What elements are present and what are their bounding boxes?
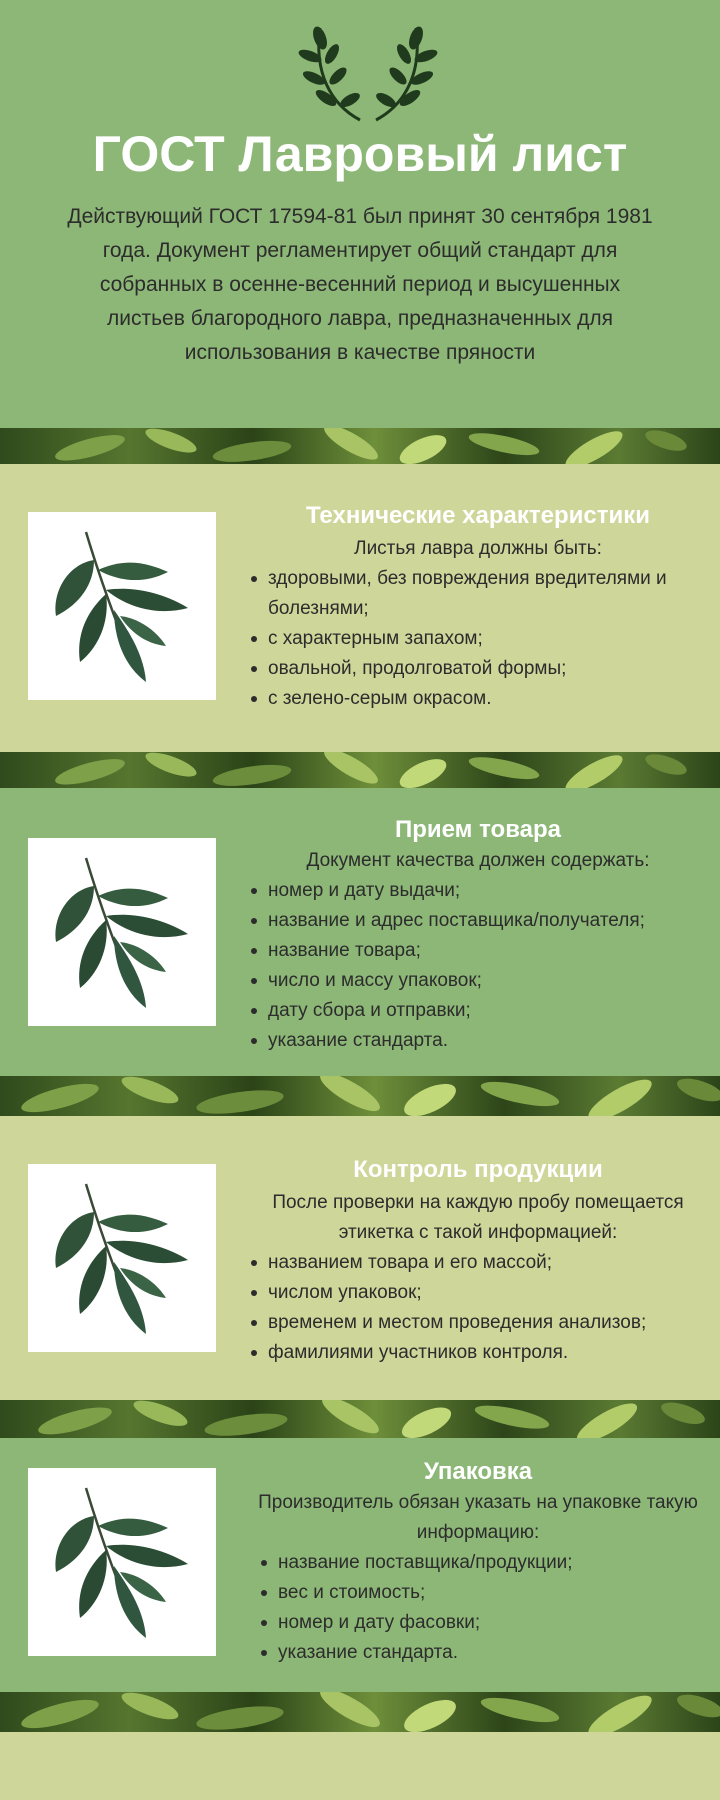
list-item: название товара; bbox=[268, 936, 708, 966]
bay-leaf-branch-icon bbox=[28, 512, 216, 700]
section-intro: После проверки на каждую пробу помещается этикетка с такой информацией: bbox=[272, 1192, 684, 1243]
section-title: Упаковка bbox=[423, 1458, 533, 1485]
list-item: названием товара и его массой; bbox=[268, 1248, 708, 1278]
list-item: с характерным запахом; bbox=[268, 624, 708, 654]
leaf-photo-divider bbox=[0, 1076, 720, 1116]
list-item: название и адрес поставщика/получателя; bbox=[268, 906, 708, 936]
section-title: Контроль продукции bbox=[353, 1156, 603, 1183]
leaf-photo-divider bbox=[0, 752, 720, 788]
bay-leaf-branch-icon bbox=[28, 1164, 216, 1352]
list-item: указание стандарта. bbox=[278, 1638, 708, 1668]
section-intro: Производитель обязан указать на упаковке такую информацию: bbox=[258, 1492, 698, 1543]
leaf-photo-divider bbox=[0, 1692, 720, 1732]
page-title: ГОСТ Лавровый лист bbox=[92, 126, 628, 182]
list-item: число и массу упаковок; bbox=[268, 966, 708, 996]
bay-leaf-branch-icon bbox=[28, 838, 216, 1026]
section-packaging bbox=[0, 1438, 720, 1692]
list-item: с зелено-серым окрасом. bbox=[268, 684, 708, 714]
list-item: дату сбора и отправки; bbox=[268, 996, 708, 1026]
intro-text: Действующий ГОСТ 17594-81 был принят 30 сентября 1981 года. Документ регламентирует общий стандарт для собранных в осенне-весенний период и высушенных листьев благородного лавра, предназначенных для использования в качестве пряности bbox=[67, 205, 653, 364]
section-technical bbox=[0, 464, 720, 752]
list-item: номер и дату фасовки; bbox=[278, 1608, 708, 1638]
section-list bbox=[258, 1548, 708, 1668]
section-control bbox=[0, 1116, 720, 1400]
list-item: здоровыми, без повреждения вредителями и болезнями; bbox=[268, 564, 708, 624]
laurel-wreath-icon bbox=[290, 8, 446, 126]
bay-leaf-image bbox=[28, 512, 216, 700]
list-item: временем и местом проведения анализов; bbox=[268, 1308, 708, 1338]
header-banner bbox=[0, 0, 720, 428]
bay-leaf-image bbox=[28, 1164, 216, 1352]
list-item: название поставщика/продукции; bbox=[278, 1548, 708, 1578]
section-acceptance bbox=[0, 788, 720, 1076]
bay-leaf-image bbox=[28, 838, 216, 1026]
list-item: числом упаковок; bbox=[268, 1278, 708, 1308]
section-title: Технические характеристики bbox=[305, 502, 651, 529]
list-item: указание стандарта. bbox=[268, 1026, 708, 1056]
section-intro: Листья лавра должны быть: bbox=[354, 538, 602, 559]
leaf-photo-divider bbox=[0, 428, 720, 464]
footer-band bbox=[0, 1732, 720, 1800]
list-item: номер и дату выдачи; bbox=[268, 876, 708, 906]
section-list bbox=[248, 1248, 708, 1368]
list-item: вес и стоимость; bbox=[278, 1578, 708, 1608]
list-item: фамилиями участников контроля. bbox=[268, 1338, 708, 1368]
bay-leaf-image bbox=[28, 1468, 216, 1656]
section-title: Прием товара bbox=[394, 816, 561, 843]
bay-leaf-branch-icon bbox=[28, 1468, 216, 1656]
section-list bbox=[248, 564, 708, 714]
list-item: овальной, продолговатой формы; bbox=[268, 654, 708, 684]
section-list bbox=[248, 876, 708, 1056]
section-intro: Документ качества должен содержать: bbox=[306, 850, 650, 871]
leaf-photo-divider bbox=[0, 1400, 720, 1438]
